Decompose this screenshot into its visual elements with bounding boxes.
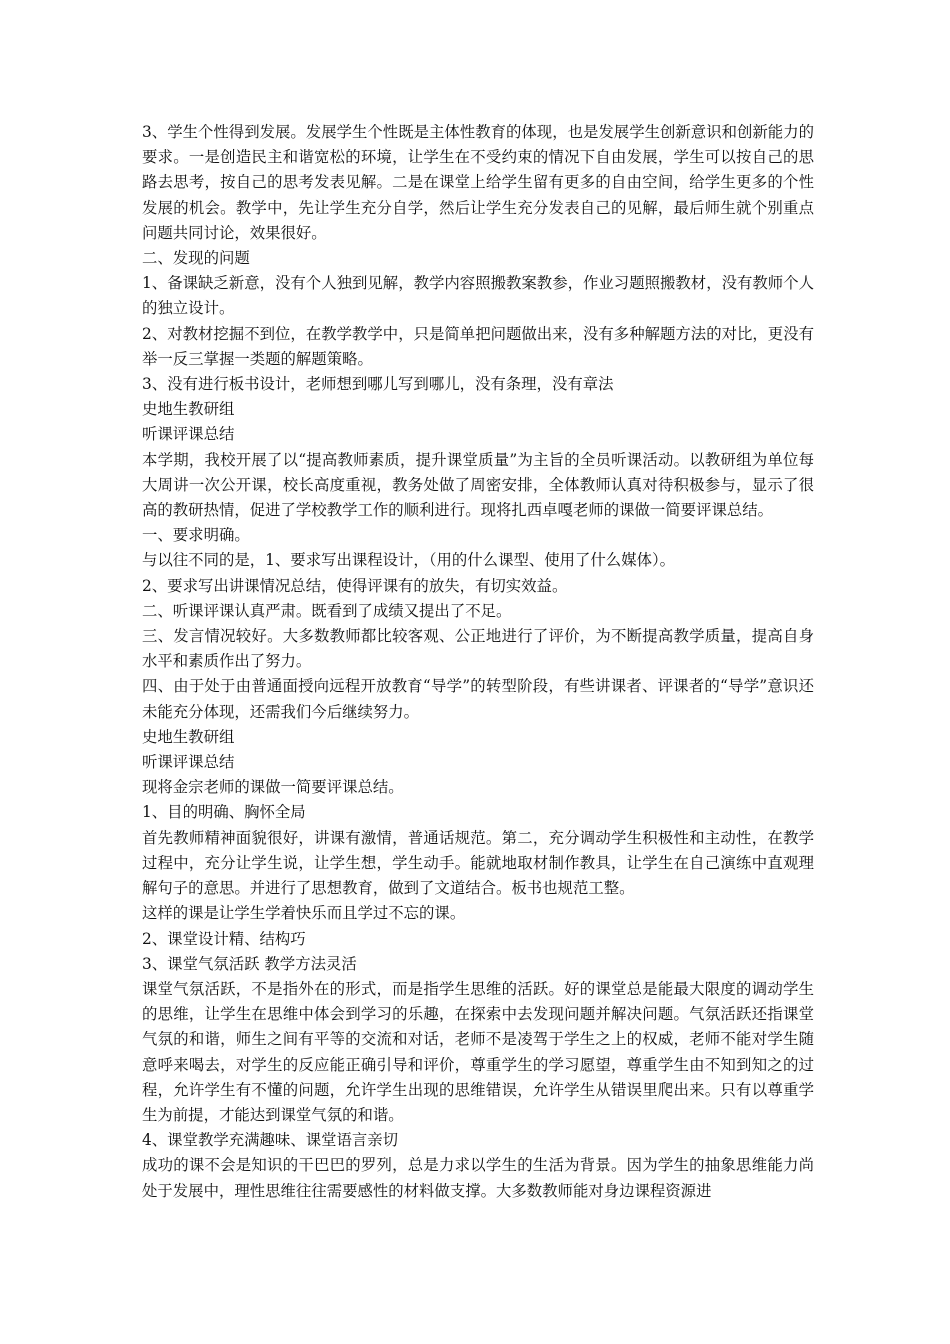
paragraph: 这样的课是让学生学着快乐而且学过不忘的课。 — [142, 904, 466, 923]
section-heading: 二、发现的问题 — [142, 249, 250, 268]
paragraph: 三、发言情况较好。大多数教师都比较客观、公正地进行了评价，为不断提高教学质量，提高自身水平和素质作出了努力。 — [142, 627, 814, 671]
section-title: 听课评课总结 — [142, 425, 235, 444]
paragraph: 1、备课缺乏新意，没有个人独到见解，教学内容照搬教案教参，作业习题照搬教材，没有教师个人的独立设计。 — [142, 274, 814, 318]
group-name: 史地生教研组 — [142, 400, 235, 419]
section-heading: 1、目的明确、胸怀全局 — [142, 803, 306, 822]
paragraph: 成功的课不会是知识的干巴巴的罗列，总是力求以学生的生活为背景。因为学生的抽象思维能力尚处于发展中，理性思维往往需要感性的材料做支撑。大多数教师能对身边课程资源进 — [142, 1156, 814, 1200]
group-name: 史地生教研组 — [142, 727, 235, 746]
section-title: 听课评课总结 — [142, 753, 235, 772]
section-heading: 一、要求明确。 — [142, 526, 250, 545]
paragraph: 3、学生个性得到发展。发展学生个性既是主体性教育的体现，也是发展学生创新意识和创新能力的要求。一是创造民主和谐宽松的环境，让学生在不受约束的情况下自由发展，学生可以按自己的思路去思考，按自己的思考发表见解。二是在课堂上给学生留有更多的自由空间，给学生更多的个性发展的机会。教学中，先让学生充分自学，然后让学生充分发表自己的见解，最后师生就个别重点问题共同讨论，效果很好。 — [142, 123, 814, 242]
section-heading: 4、课堂教学充满趣味、课堂语言亲切 — [142, 1131, 399, 1150]
section-heading: 二、听课评课认真严肃。既看到了成绩又提出了不足。 — [142, 601, 512, 620]
paragraph: 本学期，我校开展了以“提高教师素质，提升课堂质量”为主旨的全员听课活动。以教研组为单位每大周讲一次公开课，校长高度重视，教务处做了周密安排，全体教师认真对待积极参与，显示了很高的教研热情，促进了学校教学工作的顺利进行。现将扎西卓嘎老师的课做一简要评课总结。 — [142, 450, 814, 520]
paragraph: 首先教师精神面貌很好，讲课有激情，普通话规范。第二，充分调动学生积极性和主动性，在教学过程中，充分让学生说，让学生想，学生动手。能就地取材制作教具，让学生在自己演练中直观理解句子的意思。并进行了思想教育，做到了文道结合。板书也规范工整。 — [142, 828, 814, 898]
paragraph: 四、由于处于由普通面授向远程开放教育“导学”的转型阶段，有些讲课者、评课者的“导学”意识还未能充分体现，还需我们今后继续努力。 — [142, 677, 814, 721]
paragraph: 2、要求写出讲课情况总结，使得评课有的放失，有切实效益。 — [142, 576, 568, 595]
section-heading: 2、课堂设计精、结构巧 — [142, 929, 306, 948]
paragraph: 课堂气氛活跃，不是指外在的形式，而是指学生思维的活跃。好的课堂总是能最大限度的调动学生的思维，让学生在思维中体会到学习的乐趣，在探索中去发现问题并解决问题。气氛活跃还指课堂气氛的和谐，师生之间有平等的交流和对话，老师不是凌驾于学生之上的权威，老师不能对学生随意呼来喝去，对学生的反应能正确引导和评价，尊重学生的学习愿望，尊重学生由不知到知之的过程，允许学生有不懂的问题，允许学生出现的思维错误，允许学生从错误里爬出来。只有以尊重学生为前提，才能达到课堂气氛的和谐。 — [142, 979, 814, 1124]
document-page — [142, 120, 814, 1204]
paragraph: 3、没有进行板书设计，老师想到哪儿写到哪儿，没有条理，没有章法 — [142, 375, 614, 394]
paragraph: 现将金宗老师的课做一简要评课总结。 — [142, 778, 404, 797]
section-heading: 3、课堂气氛活跃 教学方法灵活 — [142, 954, 357, 973]
paragraph: 与以往不同的是，1、要求写出课程设计，（用的什么课型、使用了什么媒体）。 — [142, 551, 676, 570]
paragraph: 2、对教材挖掘不到位，在教学教学中，只是简单把问题做出来，没有多种解题方法的对比，更没有举一反三掌握一类题的解题策略。 — [142, 324, 814, 368]
